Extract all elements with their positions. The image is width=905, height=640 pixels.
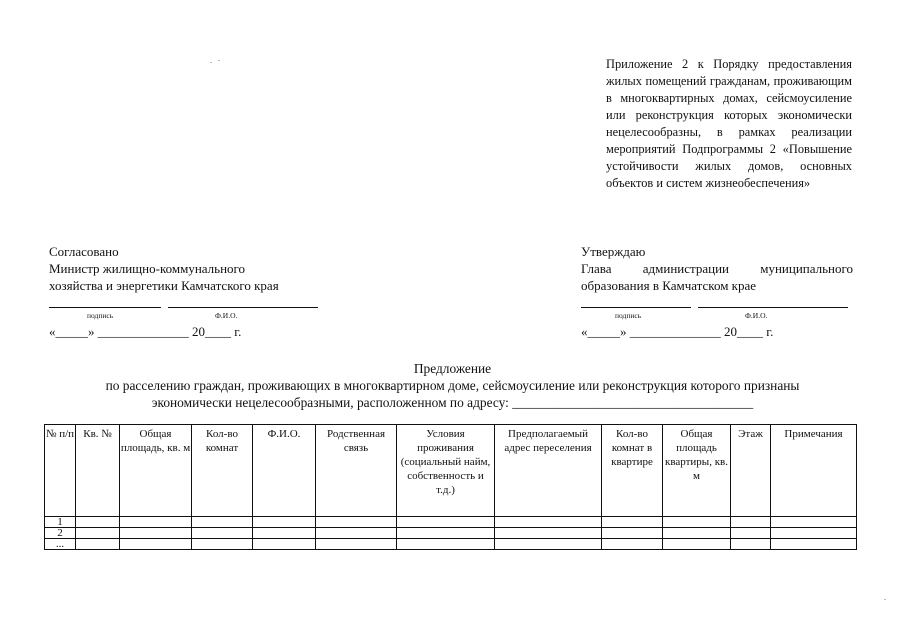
col-header-apartment-area: Общая площадь квартиры, кв. м: [663, 425, 731, 517]
left-name-caption: Ф.И.О.: [215, 311, 238, 320]
document-heading: Предложение: [413, 361, 492, 376]
table-row: [45, 528, 857, 539]
right-position-line2: образования в Камчатском крае: [581, 278, 757, 293]
document-subtitle-line1: по расселению граждан, проживающих в многоквартирном доме, сейсмоусиление или реконструкция которого признаны: [105, 378, 800, 393]
right-position-line1: Глава администрации муниципального: [581, 261, 853, 276]
appendix-text: Приложение 2 к Порядку предоставления жилых помещений гражданам, проживающим в многоквартирных домах, сейсмоусиление или реконструкция которых экономически нецелесообразны, в рамках реализации мероприятий Подпрограммы 2 «Повышение устойчивости жилых домов, основных объектов и систем жизнеобеспечения»: [606, 57, 852, 190]
col-header-fio: Ф.И.О.: [253, 425, 316, 517]
col-header-apartment-rooms: Кол-во комнат в квартире: [602, 425, 663, 517]
scan-speck: [210, 62, 212, 63]
col-header-floor: Этаж: [731, 425, 771, 517]
right-signature-caption: подпись: [615, 311, 642, 320]
row-number: 1: [45, 517, 76, 528]
scan-speck: [884, 599, 886, 600]
right-date-line: «_____» ______________ 20____ г.: [581, 324, 774, 339]
agreed-label: Согласовано: [49, 244, 119, 259]
col-header-living-conditions: Условия проживания (социальный найм, собственность и т.д.): [397, 425, 495, 517]
col-header-notes: Примечания: [771, 425, 857, 517]
document-subtitle-line2: экономически нецелесообразными, расположенном по адресу: ____________________________________: [151, 395, 754, 410]
left-date-line: «_____» ______________ 20____ г.: [49, 324, 242, 339]
row-number: 2: [45, 528, 76, 539]
col-header-rooms: Кол-во комнат: [192, 425, 253, 517]
scan-speck: [218, 60, 220, 61]
approve-label: Утверждаю: [581, 244, 646, 259]
right-name-line: [698, 307, 848, 308]
right-signature-line: [581, 307, 691, 308]
col-header-number: № п/п: [45, 425, 76, 517]
col-header-new-address: Предполагаемый адрес переселения: [495, 425, 602, 517]
left-signature-caption: подпись: [87, 311, 114, 320]
col-header-relationship: Родственная связь: [316, 425, 397, 517]
col-header-apartment: Кв. №: [76, 425, 120, 517]
right-name-caption: Ф.И.О.: [745, 311, 768, 320]
left-name-line: [168, 307, 318, 308]
table-header-row: [45, 425, 857, 517]
left-signature-line: [49, 307, 161, 308]
left-position-line2: хозяйства и энергетики Камчатского края: [49, 278, 279, 293]
col-header-total-area: Общая площадь, кв. м: [120, 425, 192, 517]
resettlement-table: [44, 424, 857, 550]
table-row: [45, 517, 857, 528]
table-row: [45, 539, 857, 550]
row-number: ...: [45, 539, 76, 550]
left-approval-block: [49, 243, 329, 294]
left-position-line1: Министр жилищно-коммунального: [49, 261, 246, 276]
right-approval-block: [581, 243, 853, 294]
